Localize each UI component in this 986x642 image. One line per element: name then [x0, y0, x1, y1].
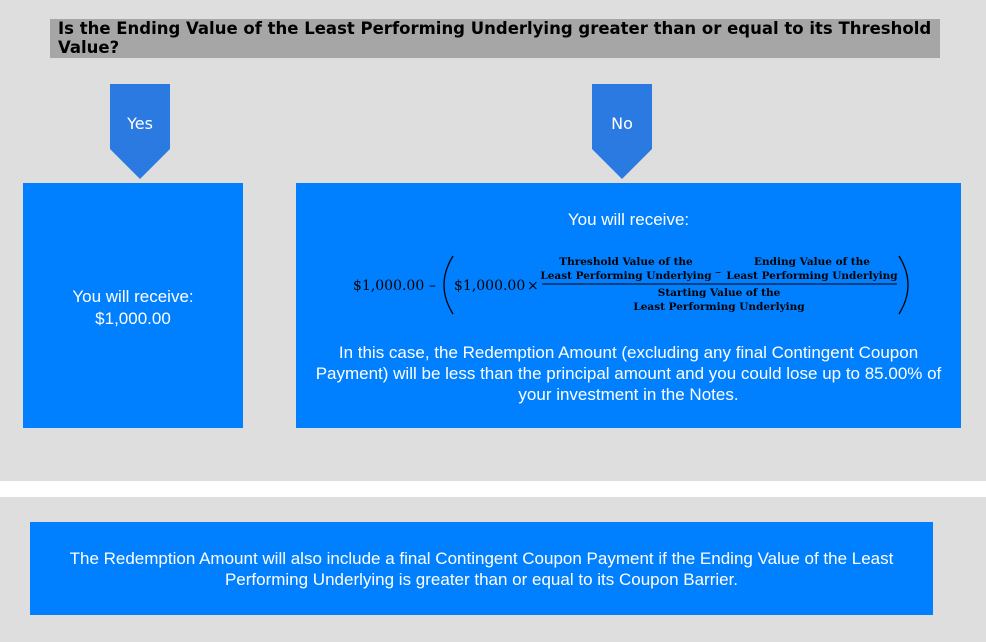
numerator-left-line1: Threshold Value of the	[559, 256, 693, 268]
numerator-right-line1: Ending Value of the	[754, 256, 870, 268]
question-header: Is the Ending Value of the Least Performing Underlying greater than or equal to its Threshold Value?	[50, 19, 940, 58]
yes-arrow	[110, 84, 170, 179]
numerator-right-line2: Least Performing Underlying	[726, 270, 898, 282]
formula-right-paren	[899, 256, 908, 314]
numerator-minus: –	[715, 265, 721, 279]
no-arrow	[592, 84, 652, 179]
coupon-note-box: The Redemption Amount will also include a final Contingent Coupon Payment if the Ending Value of the Least Performing Underlying is greater than or equal to its Coupon Barrier.	[30, 522, 933, 615]
no-receive-label: You will receive:	[567, 210, 690, 229]
formula-principal-inner: $1,000.00	[454, 278, 526, 294]
denominator-line1: Starting Value of the	[657, 287, 781, 299]
yes-label: Yes	[127, 114, 153, 133]
formula-minus: –	[429, 278, 436, 294]
formula-left-paren	[444, 256, 453, 314]
no-outcome-note: In this case, the Redemption Amount (excluding any final Contingent Coupon Payment) will be less than the principal amount and you could lose up to 85.00% of your investment in the Notes.	[315, 343, 942, 404]
yes-receive-label: You will receive:	[72, 287, 194, 306]
no-outcome-box	[296, 183, 961, 428]
no-label: No	[611, 114, 633, 133]
yes-outcome-box	[23, 183, 243, 428]
redemption-formula	[296, 251, 961, 321]
yes-amount: $1,000.00	[95, 309, 171, 328]
formula-times: ×	[527, 278, 539, 294]
numerator-left-line2: Least Performing Underlying	[540, 270, 712, 282]
denominator-line2: Least Performing Underlying	[633, 301, 805, 313]
formula-principal: $1,000.00	[353, 278, 425, 294]
